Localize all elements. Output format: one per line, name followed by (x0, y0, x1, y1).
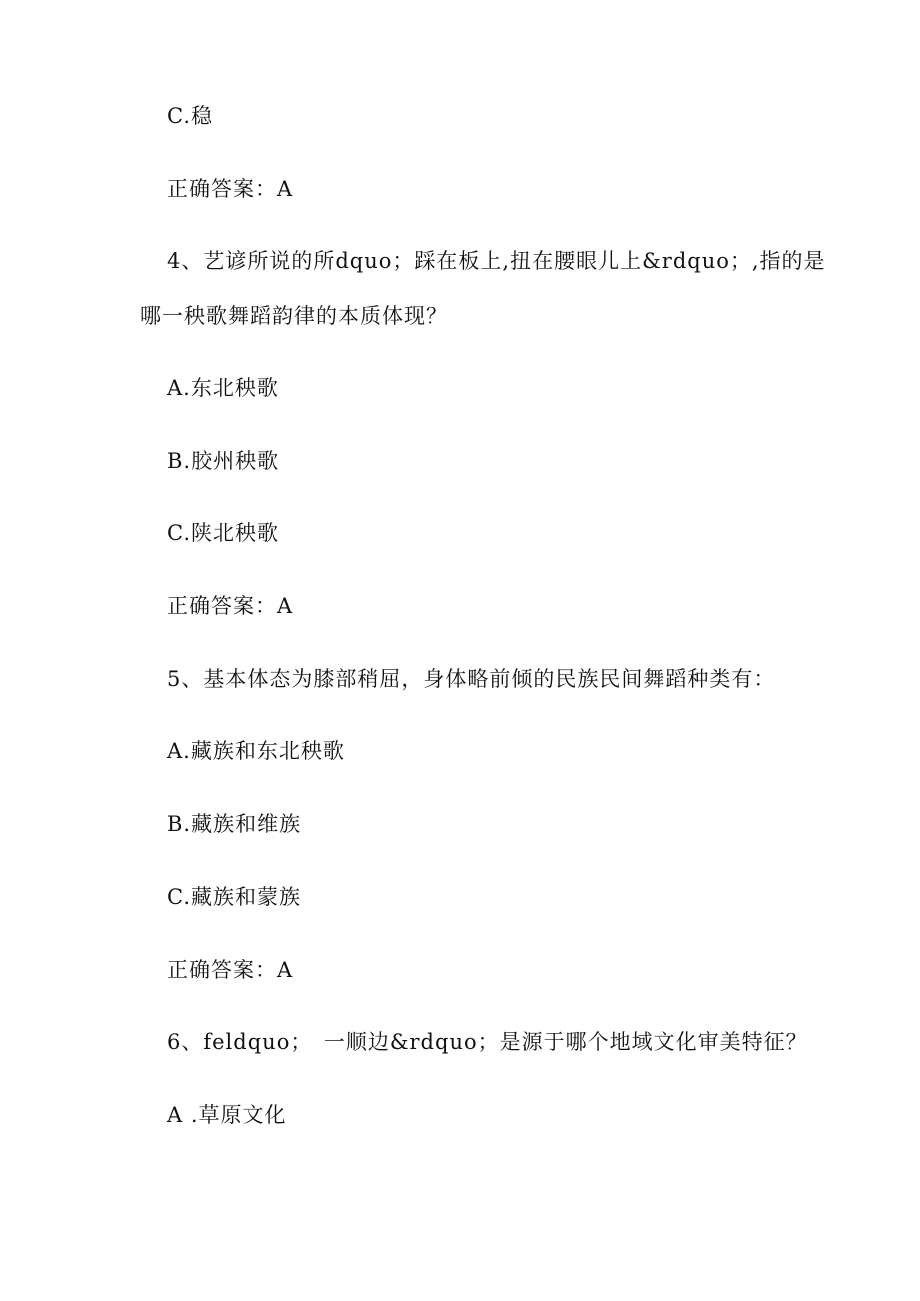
option-a-text: A .草原文化 (167, 1103, 287, 1127)
question-4-text: 4、艺谚所说的所dquo；踩在板上,扭在腰眼儿上&rdquo；,指的是 (167, 249, 826, 273)
option-b-text: B.藏族和维族 (167, 812, 302, 836)
correct-answer-text: 正确答案：A (167, 594, 294, 618)
option-b-text: B.胶州秧歌 (167, 449, 280, 473)
correct-answer-text: 正确答案：A (167, 958, 294, 982)
question-4-continuation: 哪一秧歌舞蹈韵律的本质体现？ (140, 304, 448, 328)
option-c-text: C.陕北秧歌 (167, 521, 279, 545)
question-6-text: 6、feldquo； 一顺边&rdquo；是源于哪个地域文化审美特征？ (167, 1030, 808, 1054)
option-a-text: A.东北秧歌 (167, 376, 279, 400)
correct-answer-text: 正确答案：A (167, 177, 294, 201)
option-c-text: C.藏族和蒙族 (167, 885, 301, 909)
option-a-text: A.藏族和东北秧歌 (167, 739, 345, 763)
option-c-text: C.稳 (167, 104, 213, 128)
question-5-text: 5、基本体态为膝部稍屈，身体略前倾的民族民间舞蹈种类有： (167, 667, 776, 691)
